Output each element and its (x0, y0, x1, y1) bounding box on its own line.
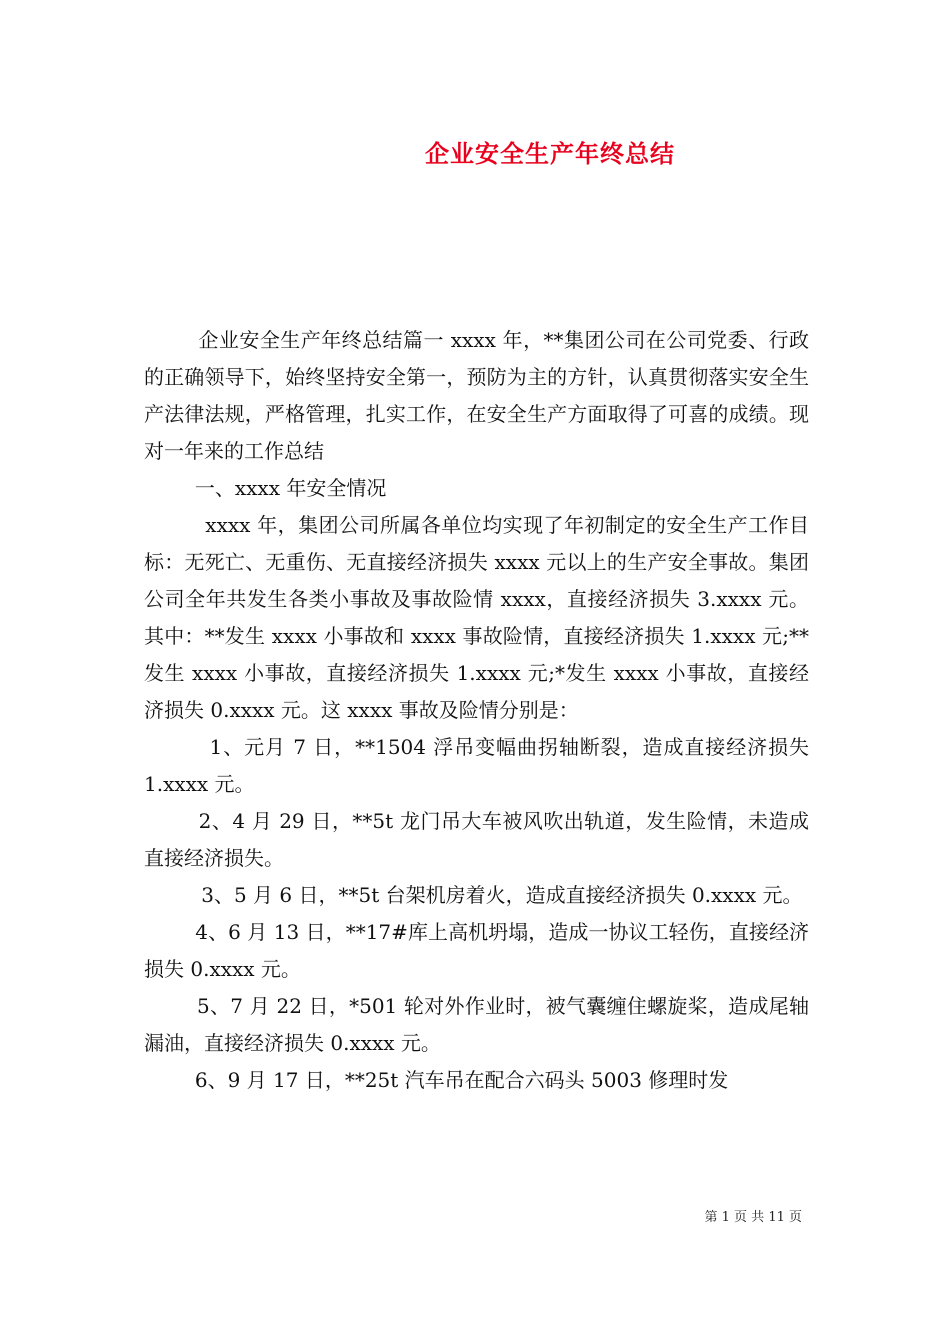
document-title: 企业安全生产年终总结 (425, 139, 675, 168)
document-body (144, 322, 816, 1099)
incident-item-6: 6、9 月 17 日，**25t 汽车吊在配合六码头 5003 修理时发 (144, 1068, 729, 1092)
incident-item-1: 1、元月 7 日，**1504 浮吊变幅曲拐轴断裂，造成直接经济损失 1.xxxx 元。 (144, 735, 816, 796)
incident-item-4: 4、6 月 13 日，**17#库上高机坍塌，造成一协议工轻伤，直接经济损失 0.xxxx 元。 (144, 920, 809, 981)
incident-item-5: 5、7 月 22 日，*501 轮对外作业时，被气囊缠住螺旋桨，造成尾轴漏油，直接经济损失 0.xxxx 元。 (144, 994, 809, 1055)
page-number: 第 1 页 共 11 页 (704, 1210, 802, 1225)
paragraph-intro: 企业安全生产年终总结篇一 xxxx 年，**集团公司在公司党委、行政的正确领导下，始终坚持安全第一，预防为主的方针，认真贯彻落实安全生产法律法规，严格管理，扎实工作，在安全生产方面取得了可喜的成绩。现对一年来的工作总结 (144, 328, 809, 463)
section-heading: 一、xxxx 年安全情况 (144, 476, 387, 500)
incident-item-2: 2、4 月 29 日，**5t 龙门吊大车被风吹出轨道，发生险情，未造成直接经济损失。 (144, 809, 810, 870)
incident-item-3: 3、5 月 6 日，**5t 台架机房着火，造成直接经济损失 0.xxxx 元。 (144, 883, 803, 907)
paragraph-summary: xxxx 年，集团公司所属各单位均实现了年初制定的安全生产工作目标：无死亡、无重伤、无直接经济损失 xxxx 元以上的生产安全事故。集团公司全年共发生各类小事故及事故险情 xxxx，直接经济损失 3.xxxx 元。其中：**发生 xxxx 小事故和 xxxx 事故险情，直接经济损失 1.xxxx 元;**发生 xxxx 小事故，直接经济损失 1.xxxx 元;*发生 xxxx 小事故，直接经济损失 0.xxxx 元。这 xxxx 事故及险情分别是： (144, 513, 809, 722)
